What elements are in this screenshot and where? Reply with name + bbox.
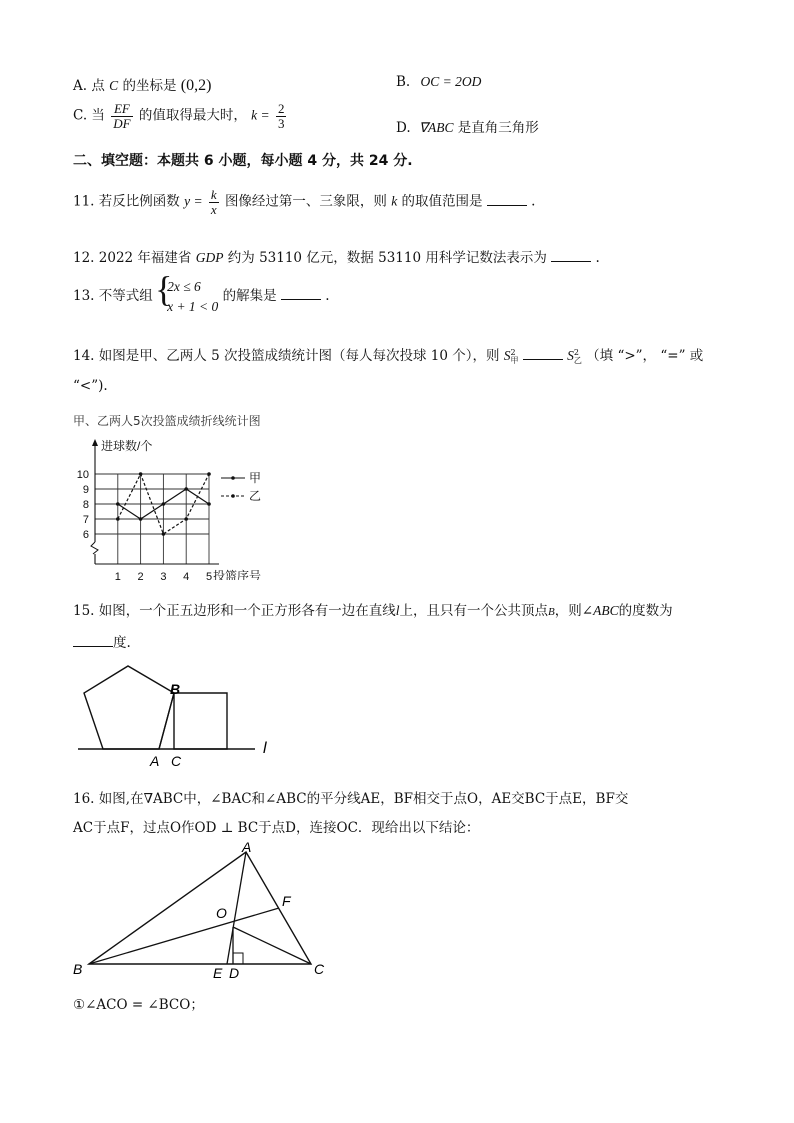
square-shape [174, 693, 227, 749]
fig15-label-c: C [171, 753, 182, 769]
q15-answer-blank[interactable] [73, 634, 113, 647]
y-axis-arrow [92, 439, 98, 446]
option-a-value: (0,2) [180, 77, 212, 94]
question-16-line1 [73, 787, 628, 807]
q13-brace: { [155, 269, 173, 309]
option-d-label: D. [396, 120, 411, 136]
q15-line2-text: 度. [113, 635, 131, 651]
question-12 [73, 246, 600, 266]
fig15-label-l: l [263, 740, 267, 757]
q14-s-jia-scripts [511, 349, 519, 365]
question-15 [73, 599, 673, 619]
data-point [207, 472, 211, 476]
q14-line1-tail: （填 “>”， “=” 或 [586, 348, 704, 364]
option-c-value [276, 102, 287, 130]
q15-mid2: ，则∠ [554, 603, 594, 619]
x-tick-label: 4 [183, 571, 190, 580]
q15-abc: ABC [593, 603, 619, 618]
q11-number: 11. [73, 193, 95, 210]
question-11 [73, 188, 535, 216]
conclusion-1: ①∠ACO = ∠BCO； [73, 997, 204, 1013]
y-axis-label: 进球数/个 [101, 439, 153, 453]
q14-number: 14. [73, 348, 95, 364]
q12-end: . [595, 250, 600, 266]
q12-tail: 约为 53110 亿元，数据 53110 用科学记数法表示为 [227, 250, 547, 266]
fig16-label-d: D [229, 965, 240, 981]
q13-end: . [325, 288, 330, 305]
x-tick-label: 1 [114, 571, 121, 580]
fig16-label-a: A [242, 840, 252, 855]
q14-s-jia: S [503, 348, 511, 363]
option-c-mid: 的值取得最大时， [138, 107, 247, 124]
q14-s-yi: S [567, 348, 574, 363]
data-point [184, 517, 188, 521]
q11-tail: 的取值范围是 [401, 193, 483, 210]
option-c-var: k = [251, 107, 270, 123]
q15-line2 [73, 631, 131, 651]
q15-tail: 的度数为 [618, 603, 673, 619]
legend-marker [231, 476, 235, 480]
q16-line1: 如图,在∇ABC中，∠BAC和∠ABC的平分线AE，BF相交于点O，AE交BC于点E，BF交 [98, 791, 629, 807]
data-point [162, 532, 166, 536]
option-b-label: B. [396, 74, 411, 90]
q13-ineq-1: 2x ≤ 6 [167, 279, 201, 294]
option-a-label: A. 点 [73, 78, 105, 94]
pentagon-square-figure [73, 660, 283, 775]
segment-ae [227, 852, 246, 964]
fig16-label-b: B [73, 961, 83, 977]
data-point [162, 502, 166, 506]
q13-number: 13. [73, 288, 95, 305]
option-c-num2: 2 [277, 101, 285, 116]
pentagon-shape [84, 666, 174, 749]
q11-end: . [531, 193, 536, 210]
section-heading: 二、填空题：本题共 6 小题，每小题 4 分，共 24 分. [73, 153, 413, 169]
q13-system [155, 269, 219, 316]
option-c-num: EF [111, 102, 132, 117]
q15-l: l [395, 603, 400, 618]
option-c-den: DF [113, 115, 131, 131]
chart-grid [95, 474, 209, 564]
q14-answer-blank[interactable] [523, 347, 563, 360]
legend-marker [231, 494, 235, 498]
option-a-var: C [109, 78, 119, 93]
q14-s-jia-sub: 甲 [510, 355, 519, 365]
fig16-label-f: F [282, 893, 291, 909]
option-c-fraction [111, 102, 132, 130]
option-c-den2: 3 [277, 115, 285, 131]
q13-ineq-2: x + 1 < 0 [167, 298, 219, 314]
option-c-label: C. 当 [73, 107, 105, 124]
option-c [73, 102, 288, 130]
q14-s-yi-scripts [574, 349, 582, 365]
chart-axes [91, 439, 219, 564]
chart-labels [77, 438, 261, 580]
q13-tail: 的解集是 [222, 288, 277, 305]
q11-pre: 若反比例函数 [98, 193, 180, 210]
line-chart [73, 430, 303, 580]
data-point [116, 517, 120, 521]
chart-title: 甲、乙两人5次投篮成绩折线统计图 [73, 414, 261, 428]
question-14-line1 [73, 344, 703, 365]
x-tick-label: 2 [137, 571, 144, 580]
x-tick-label: 3 [160, 571, 167, 580]
option-b-expr: OC = 2OD [420, 74, 482, 89]
y-tick-label: 8 [82, 499, 89, 511]
q15-b: B [548, 606, 555, 618]
q11-frac-num: k [210, 187, 217, 202]
option-d-tri: ∇ABC [418, 120, 454, 135]
q14-line2: “<”). [73, 378, 108, 394]
chart-legend [221, 471, 261, 503]
q11-answer-blank[interactable] [487, 193, 527, 206]
y-tick-label: 10 [76, 469, 89, 481]
question-13 [73, 269, 330, 316]
legend-label: 甲 [249, 471, 262, 485]
fig16-label-c: C [314, 961, 325, 977]
option-b [396, 74, 481, 90]
y-tick-label: 7 [82, 514, 89, 526]
q12-number: 12. [73, 250, 95, 266]
q14-s-jia-sup: 2 [510, 347, 516, 357]
q15-text: 如图，一个正五边形和一个正方形各有一边在直线 [98, 603, 396, 619]
q12-pre: 2022 年福建省 [98, 250, 192, 266]
y-tick-label: 9 [82, 484, 89, 496]
q12-gdp: GDP [195, 250, 224, 265]
option-a-mid: 的坐标是 [122, 78, 177, 94]
axis-break [91, 542, 98, 554]
triangle-figure [70, 840, 340, 985]
q12-answer-blank[interactable] [551, 249, 591, 262]
data-point [139, 472, 143, 476]
option-a [73, 74, 211, 95]
q11-k: k [391, 193, 398, 209]
data-point [139, 517, 143, 521]
data-point [116, 502, 120, 506]
data-point [184, 487, 188, 491]
q15-number: 15. [73, 603, 95, 619]
q14-s-yi-sub: 乙 [573, 355, 582, 365]
fig16-label-o: O [216, 905, 227, 921]
q11-y: y = [184, 193, 203, 209]
y-tick-label: 6 [82, 529, 89, 541]
legend-label: 乙 [249, 489, 262, 503]
option-d-tail: 是直角三角形 [457, 120, 539, 136]
fig15-label-a: A [150, 753, 160, 769]
x-axis-label: 投篮序号 [213, 569, 262, 580]
q13-pre: 不等式组 [98, 288, 153, 305]
q13-answer-blank[interactable] [281, 287, 321, 300]
q11-fraction [209, 188, 219, 216]
option-d [396, 116, 539, 136]
q14-s-yi-sup: 2 [573, 347, 579, 357]
q16-number: 16. [73, 791, 95, 807]
q15-mid: 上，且只有一个公共顶点 [399, 603, 549, 619]
q14-text: 如图是甲、乙两人 5 次投篮成绩统计图（每人每次投球 10 个），则 [98, 348, 500, 364]
q11-mid: 图像经过第一、三象限，则 [224, 193, 387, 210]
q16-line2: AC于点F，过点O作OD ⊥ BC于点D，连接OC．现给出以下结论： [73, 820, 480, 836]
segment-oc [233, 927, 311, 964]
q11-frac-den: x [210, 201, 217, 217]
fig16-label-e: E [213, 965, 223, 981]
data-point [207, 502, 211, 506]
right-angle-mark [233, 953, 243, 964]
segment-ba [159, 693, 174, 749]
fig15-label-b: B [170, 681, 181, 697]
x-tick-label: 5 [205, 571, 213, 580]
